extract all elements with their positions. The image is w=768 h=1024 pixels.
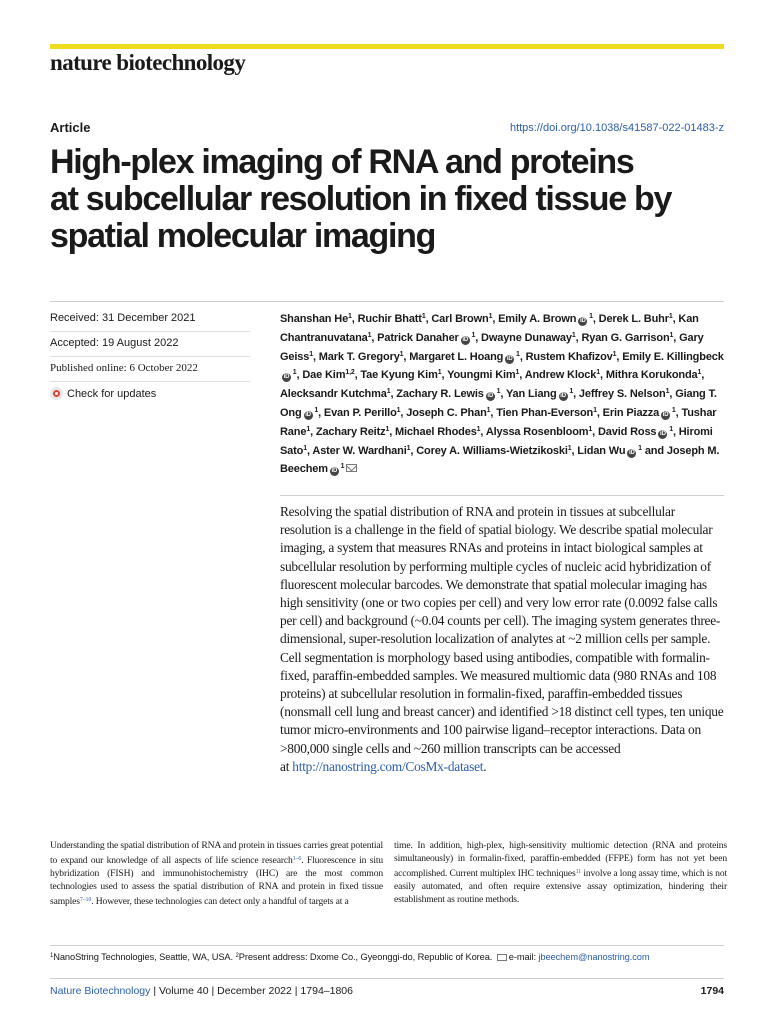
author-name[interactable]: Ryan G. Garrison [581,331,670,344]
received-date: Received: 31 December 2021 [50,312,196,324]
email-label: e-mail: [508,952,539,962]
body-text: time. In addition, high-plex, high-sensitivity multiomic detection (RNA and proteins simultaneously) in formalin-fixed, paraffin-embedded (FFPE) form has not yet been accomplished. Current multiplex IHC techniques [394,840,727,879]
author-name[interactable]: Emily A. Brown [498,313,577,325]
author-affiliation-sup: 1 [385,425,390,433]
title-line: at subcellular resolution in fixed tissue by [50,180,672,218]
meta-divider [50,381,250,382]
journal-name: nature biotechnology [50,50,246,75]
citation-reference[interactable]: 11 [575,868,582,875]
author-name[interactable]: Margaret L. Hoang [409,350,504,363]
author-name[interactable]: Joseph M. Beechem [280,444,720,476]
author-affiliation-sup: 1 [488,313,493,320]
journal-color-bar [50,44,724,49]
corresponding-email-icon[interactable] [346,464,357,472]
author-name[interactable]: Alyssa Rosenbloom [485,425,589,438]
orcid-icon[interactable]: iD [662,411,669,418]
author-name[interactable]: Erin Piazza [602,406,660,419]
author-affiliation-sup: 1 [348,313,352,320]
author-name[interactable]: Zachary Reitz [315,425,386,438]
author-name[interactable]: Derek L. Buhr [598,313,669,325]
author-affiliation-sup: 1 [588,425,593,433]
author-affiliation-sup: 1 [567,444,572,452]
orcid-icon[interactable]: iD [283,374,290,381]
author-name[interactable]: Zachary R. Lewis [396,388,484,401]
author-affiliation-sup: 1 [596,369,600,377]
author-name[interactable]: Giang T. Ong [280,388,717,419]
author-name[interactable]: Lidan Wu [577,444,626,457]
author-name[interactable]: David Ross [597,425,657,438]
check-for-updates-button[interactable] [50,387,250,400]
author-affiliation-sup: 1 [494,388,501,396]
title-line: spatial molecular imaging [50,217,436,255]
author-affiliation-sup: 1 [437,369,442,377]
body-text: . Fluorescence in situ hybridization (FISH) and immunohistochemistry (IHC) are the most common technologies used to assess the spatial distribution of RNA and protein in fixed tissue samples [50,854,383,907]
author-affiliation-sup: 1 [593,406,597,414]
header-divider [50,301,724,302]
footnote-sup: 2 [235,953,239,959]
footnote-sup: 1 [50,953,54,959]
author-affiliation-sup: 1 [665,388,670,396]
crossmark-icon [50,387,63,400]
author-name[interactable]: Dwayne Dunaway [481,331,572,344]
author-list: Shanshan He$^1$, Ruchir Bhatt$^1$, Carl Brown$^1$, Emily A. Brown iD $^1$, Derek L. Buhr$^1$, Kan Chantranuvatana$^1$, Patrick Danaher iD $^1$, Dwayne Dunaway$^1$, Ryan G. Garrison$^1$, Gary Geiss$^1$, Mark T. Gregory$^1$, Margaret L. Hoang iD $^1$, Rustem Khafizov$^1$, Emily E. KillingbeckiD $^1$, Dae Kim$^{1,2}$, Tae Kyung Kim$^1$, Youngmi Kim$^1$, Andrew Klock$^1$, Mithra Korukonda$^1$, Alecksandr Kutchma$^1$, Zachary R. Lewis iD $^1$, Yan Liang iD $^1$, Jeffrey S. Nelson$^1$, Giang T. Ong iD $^1$, Evan P. Perillo$^1$, Joseph C. Phan$^1$, Tien Phan-Everson$^1$, Erin Piazza iD $^1$, Tushar Rane$^1$, Zachary Reitz$^1$, Michael Rhodes$^1$, Alyssa Rosenbloom$^1$, David Ross iD $^1$, Hiromi Sato$^1$, Aster W. Wardhani$^1$, Corey A. Williams-Wietzikoski$^1$, Lidan Wu iD $^1$ and Joseph M. Beechem iD $^1$ [280,313,724,476]
author-affiliation-sup: 1 [636,444,642,452]
author-name[interactable]: Emily E. Killingbeck [622,350,724,363]
orcid-icon[interactable]: iD [305,411,311,418]
author-name[interactable]: Alecksandr Kutchma [280,388,387,401]
accepted-date: Accepted: 19 August 2022 [50,337,179,349]
author-name[interactable]: Evan P. Perillo [323,406,397,419]
author-name[interactable]: Kan Chantranuvatana [280,313,699,344]
author-name[interactable]: Gary Geiss [280,331,704,363]
citation-footer [50,985,353,997]
author-affiliation-sup: 1 [367,331,372,339]
email-icon [497,954,507,961]
affiliation: Present address: Dxome Co., Gyeonggi-do, Republic of Korea. [238,952,495,962]
abstract [280,503,726,776]
author-affiliation-sup: 1 [476,425,481,433]
footnote-divider [50,945,724,946]
orcid-icon[interactable]: iD [629,449,635,456]
title-line: High-plex imaging of RNA and proteins [50,143,634,181]
author-affiliation-sup: 1 [386,388,391,396]
author-name[interactable]: Jeffrey S. Nelson [578,388,666,401]
footer-journal[interactable]: Nature Biotechnology [50,985,151,997]
author-name[interactable]: Aster W. Wardhani [312,444,407,457]
orcid-icon[interactable]: iD [331,468,338,475]
author-affiliation-sup: 1 [667,425,673,433]
author-affiliation-sup: 1 [697,369,702,377]
abstract-end: . [483,758,487,774]
body-text: Understanding the spatial distribution of RNA and protein in tissues carries great potential to expand our knowledge of all aspects of life science research [50,840,383,866]
author-affiliation-sup: 1 [396,406,401,414]
author-name[interactable]: Tushar Rane [280,406,717,438]
author-affiliation-sup: 1 [515,369,520,377]
author-name[interactable]: Tae Kyung Kim [360,369,438,382]
author-affiliation-sup: 1 [421,313,426,320]
abstract-link-prefix: at [280,758,290,774]
author-affiliation-sup: 1 [587,313,593,320]
email-link[interactable]: jbeechem@nanostring.com [538,952,650,962]
page-number: 1794 [700,985,724,997]
author-affiliation-sup: 1 [612,350,617,358]
author-affiliation-sup: 1 [406,444,411,452]
citation-reference[interactable]: 1–6 [292,855,302,862]
article-title [50,144,730,255]
author-affiliation-sup: 1 [514,350,520,358]
author-name[interactable]: Patrick Danaher [377,331,459,344]
author-name[interactable]: Rustem Khafizov [525,350,613,363]
published-date: Published online: 6 October 2022 [50,362,198,374]
meta-divider [50,356,250,357]
body-column-right [394,840,727,907]
author-name[interactable]: Hiromi Sato [280,425,713,457]
author-affiliation-sup: 1 [567,388,574,396]
author-name[interactable]: Mithra Korukonda [605,369,698,382]
author-affiliation-sup: 1 [668,313,673,320]
author-affiliation-sup: 1,2 [345,369,355,377]
affiliation: NanoString Technologies, Seattle, WA, USA. [53,952,236,962]
affiliations-footnote [50,952,649,962]
author-name[interactable]: Joseph C. Phan [406,406,487,419]
footer-details: | Volume 40 | December 2022 | 1794–1806 [150,985,353,997]
author-affiliation-sup: 1 [309,350,313,358]
orcid-icon[interactable]: iD [579,318,586,324]
body-text: . However, these technologies can detect only a handful of targets at a [91,895,349,907]
author-affiliation-sup: 1 [469,331,476,339]
doi-link[interactable]: https://doi.org/10.1038/s41587-022-01483-z [509,122,724,134]
orcid-icon[interactable]: iD [660,430,666,437]
orcid-icon[interactable]: iD [560,393,566,400]
author-affiliation-sup: 1 [669,331,674,339]
author-affiliation-sup: 1 [306,425,311,433]
author-name[interactable]: Shanshan He [280,313,349,325]
body-column-left [50,840,383,909]
author-affiliation-sup: 1 [291,369,297,377]
author-affiliation-sup: 1 [303,444,307,452]
footer-divider [50,978,724,979]
citation-reference[interactable]: 7–10 [79,896,92,903]
orcid-icon[interactable]: iD [487,393,494,400]
author-affiliation-sup: 1 [670,406,676,414]
author-name[interactable]: Carl Brown [431,313,489,325]
article-type-label: Article [50,120,91,135]
meta-divider [50,331,250,332]
author-affiliation-sup: 1 [399,350,404,358]
author-name[interactable]: Yan Liang [505,388,557,401]
author-affiliation-sup: 1 [338,463,345,471]
author-name[interactable]: Dae Kim [302,369,346,382]
body-text: involve a long assay time, which is not easily automated, and often require extensive assay optimization, hindering their establishment as routine methods. [394,867,727,905]
check-for-updates-label: Check for updates [67,387,157,400]
author-name[interactable]: Michael Rhodes [395,425,477,438]
orcid-icon[interactable]: iD [462,336,469,343]
author-affiliation-sup: 1 [571,331,576,339]
author-name[interactable]: Ruchir Bhatt [357,313,422,325]
author-affiliation-sup: 1 [486,406,491,414]
abstract-text: Resolving the spatial distribution of RNA and protein in tissues at subcellular resolution is a challenge in the field of spatial biology. We describe spatial molecular imaging, a system that measures RNAs and proteins in intact biological samples at subcellular resolution by performing multiple cycles of nucleic acid hybridization of fluorescent molecular barcodes. We demonstrate that spatial molecular imaging has high sensitivity (one or two copies per cell) and very low error rate (0.0092 false calls per cell) and background (~0.04 counts per cell). The imaging system generates three-dimensional, super-resolution localization of analytes at ~2 million cells per sample. Cell segmentation is morphology based using antibodies, compatible with formalin-fixed, paraffin-embedded samples. We measured multiomic data (980 RNAs and 108 proteins) at subcellular resolution in formalin-fixed, paraffin-embedded tissues (nonsmall cell lung and breast cancer) and identified >18 distinct cell types, ten unique tumor micro-environments and 100 pairwise ligand–receptor interactions. Data on >800,000 single cells and ~260 million transcripts can be accessed [280,504,724,756]
author-affiliation-sup: 1 [312,406,319,414]
author-name[interactable]: Mark T. Gregory [318,350,400,363]
author-name[interactable]: Youngmi Kim [447,369,516,382]
orcid-icon[interactable]: iD [506,355,513,362]
abstract-divider [280,495,724,496]
author-name[interactable]: Andrew Klock [524,369,597,382]
author-name[interactable]: Corey A. Williams-Wietzikoski [416,444,568,457]
author-name[interactable]: Tien Phan-Everson [496,406,594,419]
dataset-link[interactable]: http://nanostring.com/CosMx-dataset [292,758,484,774]
